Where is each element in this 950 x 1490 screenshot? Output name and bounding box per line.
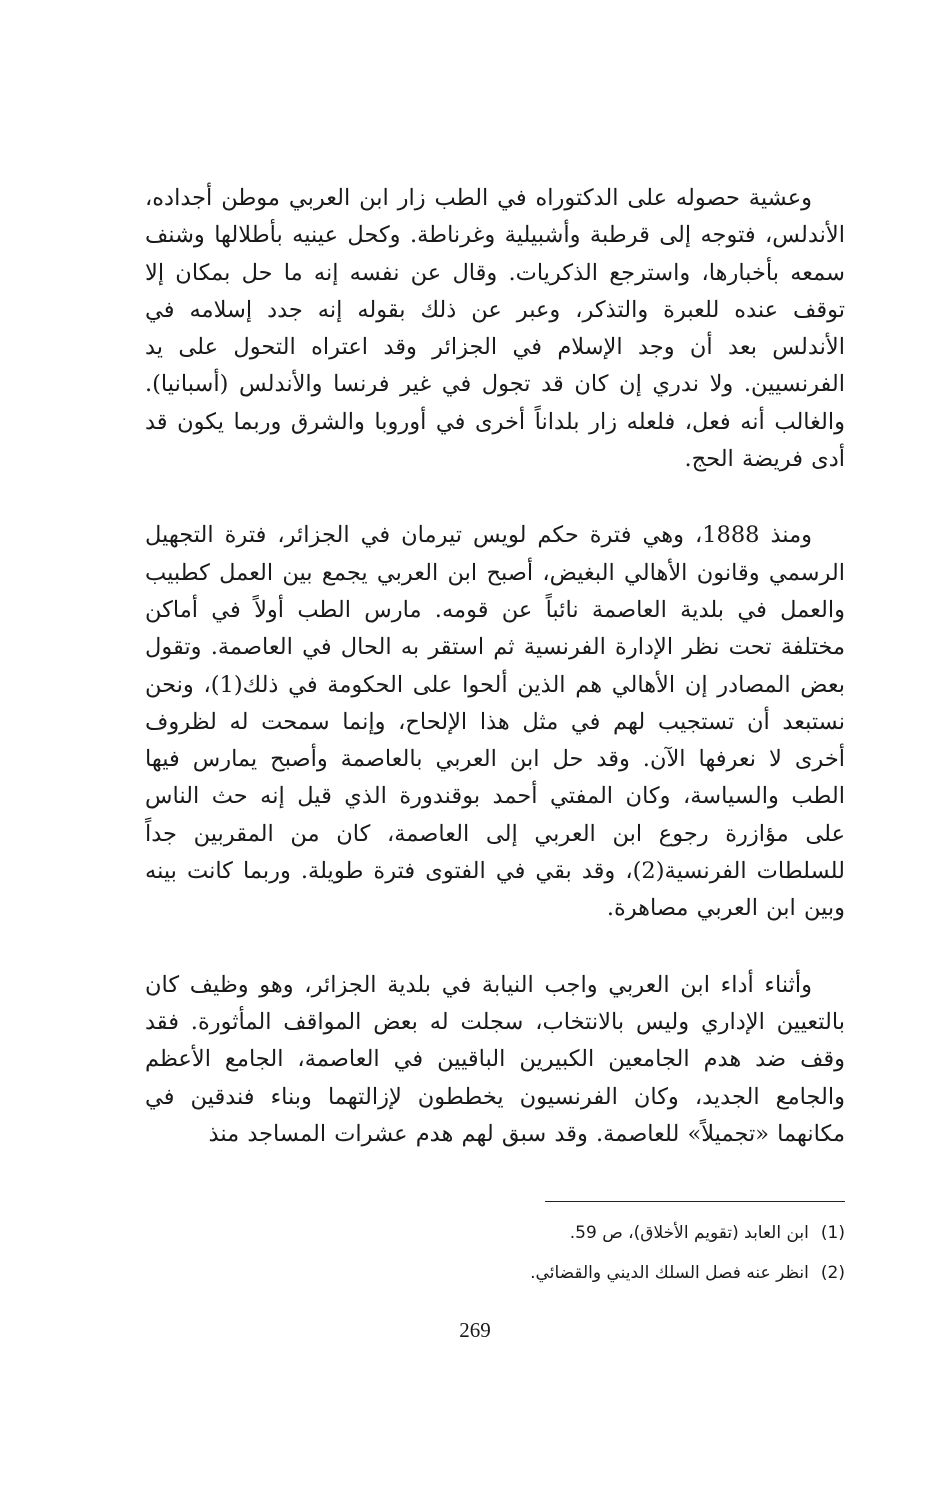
page-body — [145, 180, 845, 1153]
paragraph-2: ومنذ 1888، وهي فترة حكم لويس تيرمان في الجزائر، فترة التجهيل الرسمي وقانون الأهالي البغيض، أصبح ابن العربي يجمع بين العمل كطبيب والعمل في بلدية العاصمة نائباً عن قومه. مارس الطب أولاً في أماكن مختلفة تحت نظر الإدارة الفرنسية ثم استقر به الحال في العاصمة. وتقول بعض المصادر إن الأهالي هم الذين ألحوا على الحكومة في ذلك(1)، ونحن نستبعد أن تستجيب لهم في مثل هذا الإلحاح، وإنما سمحت له لظروف أخرى لا نعرفها الآن. وقد حل ابن العربي بالعاصمة وأصبح يمارس فيها الطب والسياسة، وكان المفتي أحمد بوقندورة الذي قيل إنه حث الناس على مؤازرة رجوع ابن العربي إلى العاصمة، كان من المقربين جداً للسلطات الفرنسية(2)، وقد بقي في الفتوى فترة طويلة. وربما كانت بينه وبين ابن العربي مصاهرة. — [145, 522, 845, 922]
footnote-1-text: ابن العابد (تقويم الأخلاق)، ص 59. — [569, 1223, 809, 1243]
page-number: 269 — [459, 1318, 491, 1342]
footnote-2 — [145, 1253, 845, 1293]
footnote-2-number: (2) — [820, 1263, 845, 1283]
paragraph-3: وأثناء أداء ابن العربي واجب النيابة في بلدية الجزائر، وهو وظيف كان بالتعيين الإداري وليس بالانتخاب، سجلت له بعض المواقف المأثورة. فقد وقف ضد هدم الجامعين الكبيرين الباقيين في العاصمة، الجامع الأعظم والجامع الجديد، وكان الفرنسيون يخططون لإزالتهما وبناء فندقين في مكانهما «تجميلاً» للعاصمة. وقد سبق لهم هدم عشرات المساجد منذ — [145, 971, 845, 1147]
footnote-1-number: (1) — [820, 1223, 845, 1243]
footnote-1 — [145, 1213, 845, 1253]
footnote-2-text: انظر عنه فصل السلك الديني والقضائي. — [530, 1263, 809, 1283]
footnote-divider — [545, 1201, 845, 1202]
footnotes — [145, 1213, 845, 1293]
paragraph-1: وعشية حصوله على الدكتوراه في الطب زار ابن العربي موطن أجداده، الأندلس، فتوجه إلى قرطبة وأشبيلية وغرناطة. وكحل عينيه بأطلالها وشنف سمعه بأخبارها، واسترجع الذكريات. وقال عن نفسه إنه ما حل بمكان إلا توقف عنده للعبرة والتذكر، وعبر عن ذلك بقوله إنه جدد إسلامه في الأندلس بعد أن وجد الإسلام في الجزائر وقد اعتراه التحول على يد الفرنسيين. ولا ندري إن كان قد تجول في غير فرنسا والأندلس (أسبانيا). والغالب أنه فعل، فلعله زار بلداناً أخرى في أوروبا والشرق وربما يكون قد أدى فريضة الحج. — [145, 185, 845, 473]
